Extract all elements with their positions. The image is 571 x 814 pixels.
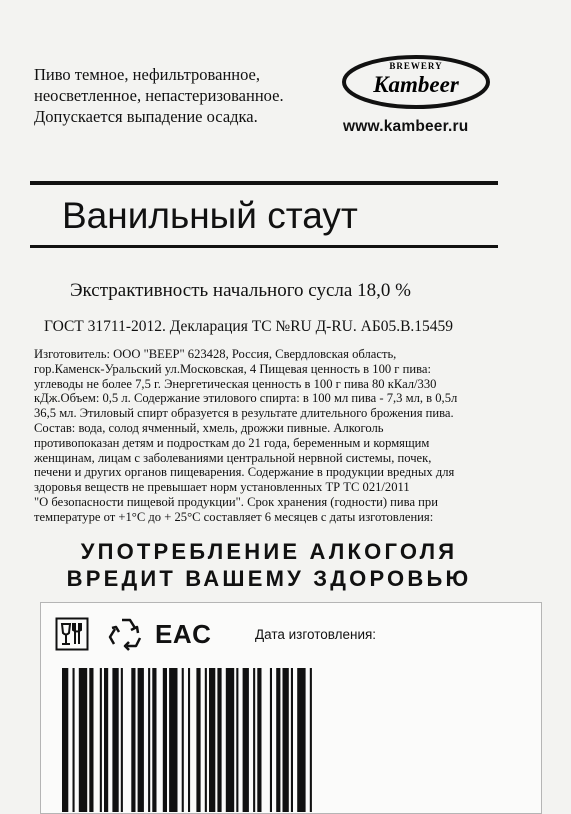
- description-line: неосветленное, непастеризованное.: [34, 86, 284, 105]
- manufacture-date-label: Дата изготовления:: [255, 627, 377, 642]
- warning-line: ВРЕДИТ ВАШЕМУ ЗДОРОВЬЮ: [66, 566, 472, 591]
- barcode-bar: [73, 668, 75, 812]
- barcode-bar: [138, 668, 144, 812]
- description-line: Допускается выпадение осадка.: [34, 107, 258, 126]
- details-line: противопоказан детям и подросткам до 21 года, беременным и кормящим: [34, 435, 430, 450]
- barcode-bar: [217, 668, 221, 812]
- barcode-bar: [62, 668, 68, 812]
- barcode-bar: [152, 668, 156, 812]
- barcode-bar: [243, 668, 249, 812]
- eac-mark: EAC: [155, 619, 212, 649]
- manufacturer-details: [34, 347, 504, 525]
- details-line: кДж.Объем: 0,5 л. Содержание этилового спирта: в 100 мл пива - 7,3 мл, в 0,5л: [34, 391, 458, 406]
- warning-line: УПОТРЕБЛЕНИЕ АЛКОГОЛЯ: [80, 539, 458, 564]
- details-line: здоровья веществ не превышает норм установленных ТР ТС 021/2011: [34, 480, 410, 495]
- barcode-bar: [163, 668, 167, 812]
- details-line: "О безопасности пищевой продукции". Срок хранения (годности) пива при: [34, 494, 438, 509]
- barcode-bar: [310, 668, 312, 812]
- barcode-bar: [121, 668, 123, 812]
- description-line: Пиво темное, нефильтрованное,: [34, 65, 261, 84]
- barcode-bar: [104, 668, 108, 812]
- barcode-bar: [79, 668, 87, 812]
- barcode-bar: [209, 668, 215, 812]
- barcode-bar: [131, 668, 135, 812]
- extract-content: Экстрактивность начального сусла 18,0 %: [70, 280, 411, 301]
- barcode-bar: [205, 668, 207, 812]
- barcode-bar: [283, 668, 289, 812]
- details-line: углеводы не более 7,5 г. Энергетическая ценность в 100 г пива 80 кКал/330: [34, 376, 437, 391]
- barcode-bar: [253, 668, 255, 812]
- barcode-bar: [188, 668, 190, 812]
- details-line: температуре от +1°С до + 25°С составляет 6 месяцев с даты изготовления:: [34, 509, 434, 524]
- barcode-bar: [89, 668, 93, 812]
- details-line: печени и других органов пищеварения. Содержание в продукции вредных для: [34, 465, 455, 480]
- barcode-bar: [236, 668, 238, 812]
- title-divider: [30, 245, 498, 248]
- details-line: женщинам, лицам с заболеваниями центральной нервной системы, почек,: [34, 450, 432, 465]
- barcode-bar: [257, 668, 261, 812]
- barcode-bar: [112, 668, 118, 812]
- logo-top-text: BREWERY: [389, 61, 443, 71]
- logo-name: Kambeer: [373, 72, 459, 97]
- barcode-bar: [226, 668, 234, 812]
- top-divider: [30, 181, 498, 185]
- barcode-bar: [169, 668, 177, 812]
- barcode-bar: [148, 668, 150, 812]
- barcode-bar: [276, 668, 280, 812]
- gost-declaration: ГОСТ 31711-2012. Декларация ТС №RU Д-RU. АБ05.В.15459: [44, 318, 454, 335]
- details-line: Изготовитель: ООО "BEEP" 623428, Россия, Свердловская область,: [34, 347, 397, 361]
- food-contact-icon: [55, 617, 89, 651]
- barcode-bar: [291, 668, 293, 812]
- details-line: гор.Каменск-Уральский ул.Московская, 4 Пищевая ценность в 100 г пива:: [34, 361, 431, 376]
- health-warning: [34, 538, 504, 592]
- brewery-logo: [340, 52, 492, 110]
- product-description: [34, 64, 334, 127]
- barcode-bar: [196, 668, 200, 812]
- details-line: Состав: вода, солод ячменный, хмель, дрожжи пивные. Алкоголь: [34, 420, 384, 435]
- details-line: 36,5 мл. Этиловый спирт образуется в результате длительного брожения пива.: [34, 406, 454, 421]
- product-title: Ванильный стаут: [62, 195, 358, 236]
- barcode-bar: [182, 668, 184, 812]
- website-link[interactable]: www.kambeer.ru: [343, 118, 469, 135]
- barcode-bar: [270, 668, 272, 812]
- barcode-bar: [100, 668, 102, 812]
- barcode: [62, 668, 522, 812]
- recycle-icon: [106, 614, 146, 654]
- barcode-bar: [297, 668, 305, 812]
